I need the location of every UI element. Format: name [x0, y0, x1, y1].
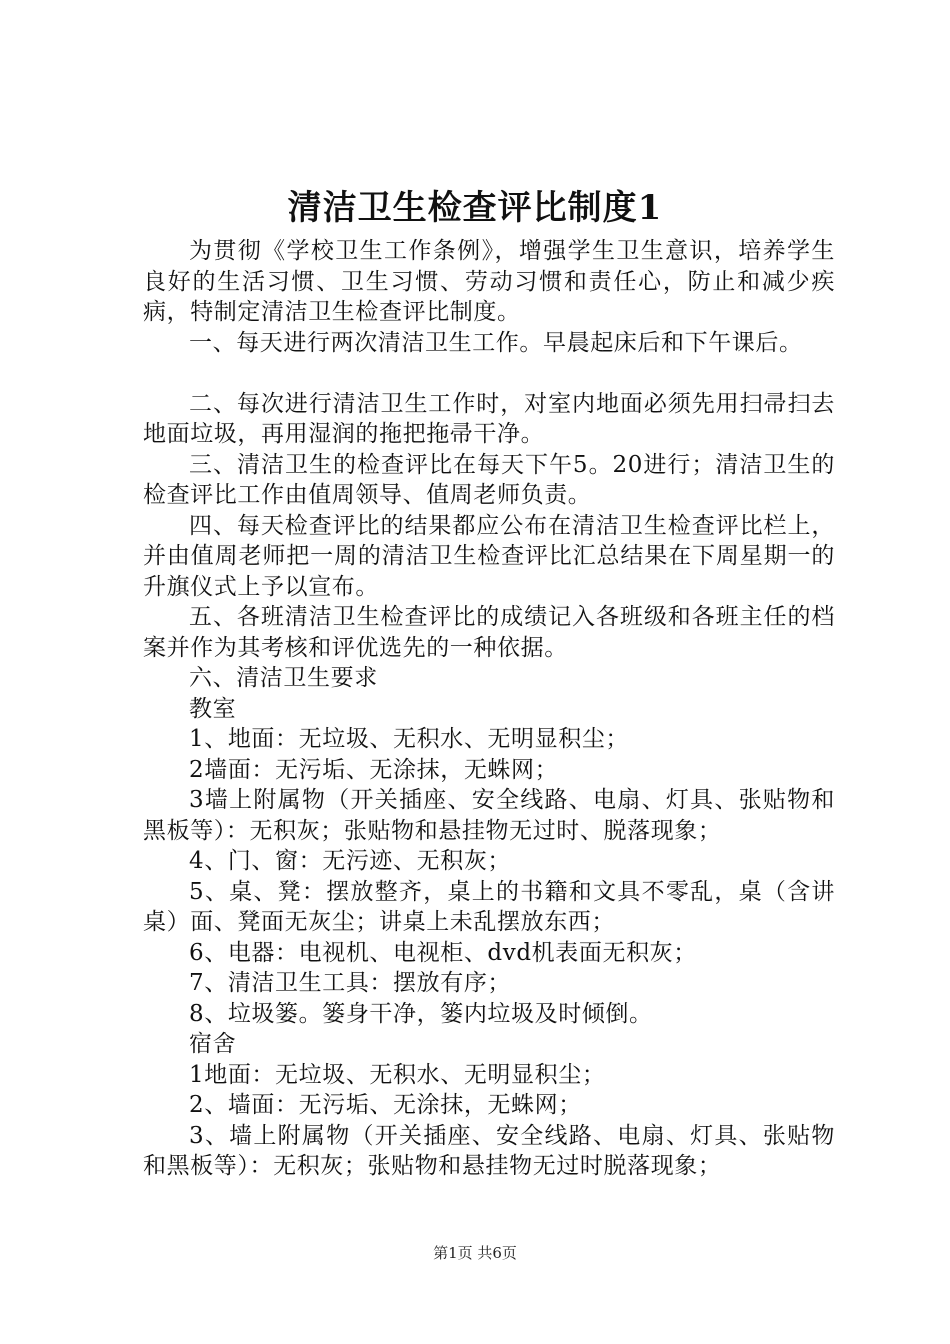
classroom-rule-4: 4、门、窗：无污迹、无积灰；	[189, 848, 512, 874]
dormitory-rule-1: 1地面：无垃圾、无积水、无明显积尘；	[189, 1061, 606, 1088]
document-title: 清洁卫生检查评比制度1	[287, 188, 663, 228]
paragraph-item-5: 五、各班清洁卫生检查评比的成绩记入各班级和各班主任的档案并作为其考核和评优选先的一种依据。	[143, 604, 835, 661]
classroom-rule-6: 6、电器：电视机、电视柜、dvd机表面无积灰；	[189, 939, 697, 966]
page-indicator: 第1页 共6页	[433, 1244, 517, 1262]
paragraph-item-3: 三、清洁卫生的检查评比在每天下午5。20进行；清洁卫生的检查评比工作由值周领导、值周老师负责。	[143, 451, 835, 508]
document-body	[143, 236, 835, 1182]
dormitory-rule-3: 3、墙上附属物（开关插座、安全线路、电扇、灯具、张贴物和黑板等）：无积灰；张贴物和悬挂物无过时脱落现象；	[143, 1122, 835, 1179]
paragraph-item-1: 一、每天进行两次清洁卫生工作。早晨起床后和下午课后。	[189, 329, 803, 356]
paragraph-item-4: 四、每天检查评比的结果都应公布在清洁卫生检查评比栏上，并由值周老师把一周的清洁卫生检查评比汇总结果在下周星期一的升旗仪式上予以宣布。	[143, 512, 835, 600]
paragraph-intro: 为贯彻《学校卫生工作条例》，增强学生卫生意识，培养学生良好的生活习惯、卫生习惯、劳动习惯和责任心，防止和减少疾病，特制定清洁卫生检查评比制度。	[143, 238, 835, 325]
classroom-rule-2: 2墙面：无污垢、无涂抹，无蛛网；	[189, 756, 559, 783]
classroom-rule-3: 3墙上附属物（开关插座、安全线路、电扇、灯具、张贴物和黑板等）：无积灰；张贴物和悬挂物无过时、脱落现象；	[143, 787, 835, 844]
paragraph-item-2: 二、每次进行清洁卫生工作时，对室内地面必须先用扫帚扫去地面垃圾，再用湿润的拖把拖帚干净。	[143, 390, 835, 447]
classroom-rule-7: 7、清洁卫生工具：摆放有序；	[189, 970, 512, 996]
classroom-rule-5: 5、桌、凳：摆放整齐，桌上的书籍和文具不零乱，桌（含讲桌）面、凳面无灰尘；讲桌上未乱摆放东西；	[143, 878, 835, 935]
classroom-rule-1: 1、地面：无垃圾、无积水、无明显积尘；	[189, 726, 630, 752]
classroom-rule-8: 8、垃圾篓。篓身干净，篓内垃圾及时倾倒。	[189, 1000, 653, 1027]
section-heading-requirements: 六、清洁卫生要求	[189, 665, 378, 691]
subsection-heading-classroom: 教室	[189, 695, 237, 722]
dormitory-rule-2: 2、墙面：无污垢、无涂抹，无蛛网；	[189, 1092, 582, 1118]
subsection-heading-dormitory: 宿舍	[189, 1031, 237, 1057]
